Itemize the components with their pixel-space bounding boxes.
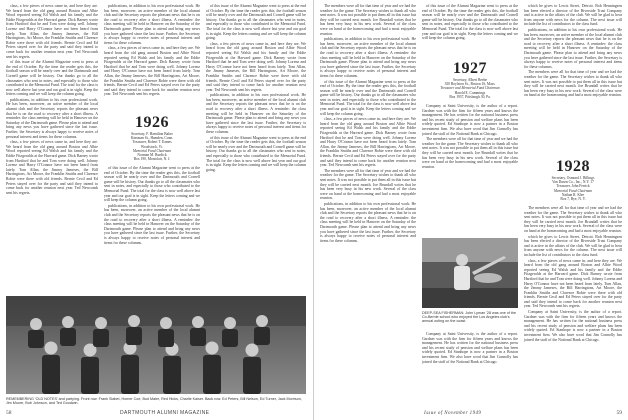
right-col1-text-more-3: class, a few pieces of news came in, and here they are. We heard from the old gang around Boston and Albie Wood reported seeing Ed Walsh and his family and the Eddie Fitzgeralds at the Harvard game. Dick Barney wrote from Hartford that he and Tom were doing well. Johnny Lorenz and Harry O'Connor have not been heard from lately. Tom Allan, the Jimmy Jameses, the Bill Harringtons, Art Moore, the Franklin Smiths and Clarence Robie were there with old friends. Bernie Cecil and Ed Peters stayed over for the party and said they intend to come back for another reunion next year. Ted Newcomb sent his regrets. bbox=[320, 117, 416, 168]
right-col1-text-more: publications, in addition to his own professional work. He has been, moreover, an active member of the local alumni club and the Secretary reports the pleasant news that he is on the road to recovery after a short illness. A reminder: the class meeting will be held in Hanover on the Saturday of the Dartmouth game. Please plan to attend and bring any news you have gathered since the last issue. Further, the Secretary is always happy to receive notes of personal interest and items for these columns. bbox=[320, 37, 416, 78]
left-col1-text: class, a few pieces of news came in, and here they are. We heard from the old gang around Boston and Albie Wood reported seeing Ed Walsh and his family and the Eddie Fitzgeralds at the Harvard game. Dick Barney wrote from Hartford that he and Tom were doing well. Johnny Lorenz and Harry O'Connor have not been heard from lately. Tom Allan, the Jimmy Jameses, the Bill Harringtons, Art Moore, the Franklin Smiths and Clarence Robie were there with old friends. Bernie Cecil and Ed Peters stayed over for the party and said they intend to come back for another reunion next year. Ted Newcomb sent his regrets. bbox=[6, 4, 98, 59]
right-col3-text-more-2: The members were all for that time of year and we had the weather for the game. The Secretary wishes to thank all who sent notes. It was not possible to put them all in this issue but they will be carried next month. Joe Brundall writes that he has been very busy in his new work. Several of the class were on hand at the homecoming and had a most enjoyable reunion. bbox=[524, 70, 622, 98]
right-col2-mid-text-more: The members were all for that time of year and we had the weather for the game. The Secretary wishes to thank all who sent notes. It was not possible to put them all in this issue but they will be carried next month. Joe Brundall writes that he has been very busy in his new work. Several of the class were on hand at the homecoming and had a most enjoyable reunion. bbox=[422, 137, 518, 169]
class-1927-year: 1927 bbox=[453, 60, 487, 77]
class-1928-year: 1928 bbox=[556, 158, 590, 175]
fisherman-photo-image bbox=[422, 238, 518, 308]
right-footer: Issue of November 1949 bbox=[424, 411, 482, 416]
class-1926-secretary-address: Kinsman St., Hamden, Conn. bbox=[130, 136, 174, 141]
class-1927-agent: Treasurer and Memorial Fund Chairman bbox=[440, 86, 500, 91]
right-column-2-top bbox=[422, 4, 518, 56]
right-col3-text: which he gives to Lewis Street, Detroit. Bob Henningsen has been elected a director of the Riverside Trust Company and is active in the affairs of the club. We will be glad to hear from anyone with news for the column. The next issue will include the list of contributors to the class fund. bbox=[524, 4, 622, 27]
right-col2-mid-text: Company at Saint University, is the author of a report. Gardner was with the firm for fifteen years and knows the management. He has written for the national business press and his recent study of pension and welfare plans has been widely quoted. Ed Stanhope is now a partner in a Boston investment firm. We also have word that Jim Connolly has joined the staff of the National Bank at Chicago. bbox=[422, 104, 518, 136]
group-photo-image bbox=[6, 296, 306, 394]
class-1928-agent-address: Box 7, Rye, N. Y. bbox=[560, 197, 586, 202]
left-col1-text-repeat: of this issue of the Alumni Magazine went to press at the end of October. By the time the reader gets this, the football season will be nearly over and the Dartmouth and Cornell game will be history. Our thanks go to all the classmates who sent in notes, and especially to those who contributed to the Memorial Fund. The total for the class is now well above last year and our goal is in sight. Keep the letters coming and we will keep the column going. bbox=[6, 60, 98, 97]
group-photo bbox=[6, 296, 306, 394]
right-column-2-bottom bbox=[422, 332, 518, 402]
right-col1-text-more-5: publications, in addition to his own professional work. He has been, moreover, an active member of the local alumni club and the Secretary reports the pleasant news that he is on the road to recovery after a short illness. A reminder: the class meeting will be held in Hanover on the Saturday of the Dartmouth game. Please plan to attend and bring any news you have gathered since the last issue. Further, the Secretary is always happy to receive notes of personal interest and items for these columns. bbox=[320, 201, 416, 243]
class-1926-treasurer-address: Woodstock, Vt. bbox=[140, 144, 164, 149]
right-column-1 bbox=[320, 4, 416, 404]
right-col1-text-more-4: The members were all for that time of year and we had the weather for the game. The Secretary wishes to thank all who sent notes. It was not possible to put them all in this issue but they will be carried next month. Joe Brundall writes that he has been very busy in his new work. Several of the class were on hand at the homecoming and had a most enjoyable reunion. bbox=[320, 168, 416, 201]
class-1926-agent-address: Box 190, Montclair, N. J. bbox=[133, 157, 171, 162]
right-page-number: 59 bbox=[616, 410, 622, 416]
left-column-2-bottom bbox=[104, 166, 200, 292]
left-column-2-top bbox=[104, 4, 200, 114]
left-col1-text-repeat-2: publications, in addition to his own professional work. He has been, moreover, an active member of the local alumni club and the Secretary reports the pleasant news that he is on the road to recovery after a short illness. A reminder: the class meeting will be held in Hanover on the Saturday of the Dartmouth game. Please plan to attend and bring any news you have gathered since the last issue. Further, the Secretary is always happy to receive notes of personal interest and items for these columns. bbox=[6, 97, 98, 139]
left-col3-text-more-2: publications, in addition to his own professional work. He has been, moreover, an active member of the local alumni club and the Secretary reports the pleasant news that he is on the road to recovery after a short illness. A reminder: the class meeting will be held in Hanover on the Saturday of the Dartmouth game. Please plan to attend and bring any news you have gathered since the last issue. Further, the Secretary is always happy to receive notes of personal interest and items for these columns. bbox=[206, 93, 306, 135]
right-col1-text: The members were all for that time of year and we had the weather for the game. The Secretary wishes to thank all who sent notes. It was not possible to put them all in this issue but they will be carried next month. Joe Brundall writes that he has been very busy in his new work. Several of the class were on hand at the homecoming and had a most enjoyable reunion. bbox=[320, 4, 416, 36]
class-1926-treasurer: Treasurer, Robert T. Eames bbox=[132, 140, 172, 145]
left-col3-text-more-3: of this issue of the Alumni Magazine went to press at the end of October. By the time the reader gets this, the football season will be nearly over and the Dartmouth and Cornell game will be history. Our thanks go to all the classmates who sent in notes, and especially to those who contributed to the Memorial Fund. The total for the class is now well above last year and our goal is in sight. Keep the letters coming and we will keep the column going. bbox=[206, 135, 306, 172]
left-col3-text: of this issue of the Alumni Magazine went to press at the end of October. By the time the reader gets this, the football season will be nearly over and the Dartmouth and Cornell game will be history. Our thanks go to all the classmates who sent in notes, and especially to those who contributed to the Memorial Fund. The total for the class is now well above last year and our goal is in sight. Keep the letters coming and we will keep the column going. bbox=[206, 4, 306, 41]
class-1926-agent-name: Norman M. Burdick bbox=[137, 153, 167, 158]
class-1927-secretary: Secretary, Albert Beebe bbox=[453, 78, 487, 82]
right-col2-bottom-text: Company at Saint University, is the author of a report. Gardner was with the firm for fifteen years and knows the management. He has written for the national business press and his recent study of pension and welfare plans has been widely quoted. Ed Stanhope is now a partner in a Boston investment firm. We also have word that Jim Connolly has joined the staff of the National Bank at Chicago. bbox=[422, 332, 518, 364]
right-column-3-bottom bbox=[524, 206, 622, 402]
fisherman-photo-caption: DEEP-SEA FISHERMAN: John Lyman '28 was one of the Co-Bernie school who enjoyed the Los Angeles club's annual outing on the coast. bbox=[422, 311, 517, 324]
right-col3b-text-more-3: Company at Saint University, is the author of a report. Gardner was with the firm for fifteen years and knows the management. He has written for the national business press and his recent study of pension and welfare plans has been widely quoted. Ed Stanhope is now a partner in a Boston investment firm. We also have word that Jim Connolly has joined the staff of the National Bank at Chicago. bbox=[524, 310, 622, 342]
class-1928-secretary-address: Van Dusen Co., Inc., N.Y. 17 bbox=[552, 180, 594, 185]
fisherman-photo bbox=[422, 238, 518, 308]
class-1928-agent-name: Nathan R. Klee bbox=[561, 192, 585, 197]
left-col2-text-more: class, a few pieces of news came in, and here they are. We heard from the old gang around Boston and Albie Wood reported seeing Ed Walsh and his family and the Eddie Fitzgeralds at the Harvard game. Dick Barney wrote from Hartford that he and Tom were doing well. Johnny Lorenz and Harry O'Connor have not been heard from lately. Tom Allan, the Jimmy Jameses, the Bill Harringtons, Art Moore, the Franklin Smiths and Clarence Robie were there with old friends. Bernie Cecil and Ed Peters stayed over for the party and said they intend to come back for another reunion next year. Ted Newcomb sent his regrets. bbox=[104, 46, 200, 97]
left-col3-text-more: class, a few pieces of news came in, and here they are. We heard from the old gang around Boston and Albie Wood reported seeing Ed Walsh and his family and the Eddie Fitzgeralds at the Harvard game. Dick Barney wrote from Hartford that he and Tom were doing well. Johnny Lorenz and Harry O'Connor have not been heard from lately. Tom Allan, the Jimmy Jameses, the Bill Harringtons, Art Moore, the Franklin Smiths and Clarence Robie were there with old friends. Bernie Cecil and Ed Peters stayed over for the party and said they intend to come back for another reunion next year. Ted Newcomb sent his regrets. bbox=[206, 41, 306, 92]
left-column-3 bbox=[206, 4, 306, 294]
left-col2b-text: of this issue of the Alumni Magazine went to press at the end of October. By the time the reader gets this, the football season will be nearly over and the Dartmouth and Cornell game will be history. Our thanks go to all the classmates who sent in notes, and especially to those who contributed to the Memorial Fund. The total for the class is now well above last year and our goal is in sight. Keep the letters coming and we will keep the column going. bbox=[104, 166, 200, 203]
class-1927-header bbox=[422, 60, 518, 99]
class-1926-agent: Memorial Fund Chairman bbox=[132, 148, 172, 153]
class-1928-header bbox=[524, 158, 622, 201]
class-1927-agent-name: Harold E. Cummings bbox=[454, 90, 486, 95]
right-column-3-top bbox=[524, 4, 622, 154]
class-1928-treasurer: Treasurer, John Ferrick bbox=[556, 184, 590, 189]
left-page-number: 58 bbox=[6, 410, 12, 416]
class-1927-agent-address: Box 1937, Pittsburgh 30, Pa. bbox=[449, 94, 491, 99]
left-col1-text-repeat-3: class, a few pieces of news came in, and here they are. We heard from the old gang around Boston and Albie Wood reported seeing Ed Walsh and his family and the Eddie Fitzgeralds at the Harvard game. Dick Barney wrote from Hartford that he and Tom were doing well. Johnny Lorenz and Harry O'Connor have not been heard from lately. Tom Allan, the Jimmy Jameses, the Bill Harringtons, Art Moore, the Franklin Smiths and Clarence Robie were there with old friends. Bernie Cecil and Ed Peters stayed over for the party and said they intend to come back for another reunion next year. Ted Newcomb sent his regrets. bbox=[6, 140, 98, 195]
left-col2b-text-more: publications, in addition to his own professional work. He has been, moreover, an active member of the local alumni club and the Secretary reports the pleasant news that he is on the road to recovery after a short illness. A reminder: the class meeting will be held in Hanover on the Saturday of the Dartmouth game. Please plan to attend and bring any news you have gathered since the last issue. Further, the Secretary is always happy to receive notes of personal interest and items for these columns. bbox=[104, 203, 200, 245]
left-footer: DARTMOUTH ALUMNI MAGAZINE bbox=[120, 410, 210, 416]
right-column-2-mid bbox=[422, 104, 518, 234]
group-photo-caption: REMEMBERING 'OLD NOTES' and partying. Front row: Frank Slabet, Homer Coe, Bud Maier, Red Hicks, Charlie Kaiser. Back row: Ed Peters, Bill Nelson, Ed Turner, Jack Morrison, Jim Moore, Bob Johnson, and Ted Goodwin. bbox=[6, 397, 302, 406]
left-column-1 bbox=[6, 4, 98, 294]
right-col3b-text-more-2: class, a few pieces of news came in, and here they are. We heard from the old gang around Boston and Albie Wood reported seeing Ed Walsh and his family and the Eddie Fitzgeralds at the Harvard game. Dick Barney wrote from Hartford that he and Tom were doing well. Johnny Lorenz and Harry O'Connor have not been heard from lately. Tom Allan, the Jimmy Jameses, the Bill Harringtons, Art Moore, the Franklin Smiths and Clarence Robie were there with old friends. Bernie Cecil and Ed Peters stayed over for the party and said they intend to come back for another reunion next year. Ted Newcomb sent his regrets. bbox=[524, 258, 622, 309]
class-1928-secretary: Secretary, Osmond J. Billings bbox=[551, 176, 595, 180]
class-1926-year: 1926 bbox=[135, 114, 169, 131]
right-col3b-text-more: which he gives to Lewis Street, Detroit. Bob Henningsen has been elected a director of the Riverside Trust Company and is active in the affairs of the club. We will be glad to hear from anyone with news for the column. The next issue will include the list of contributors to the class fund. bbox=[524, 234, 622, 257]
class-1927-secretary-address: 350 Boylston St., Boston 16, Mass. bbox=[444, 82, 496, 87]
right-col2-top-text: of this issue of the Alumni Magazine went to press at the end of October. By the time the reader gets this, the football season will be nearly over and the Dartmouth and Cornell game will be history. Our thanks go to all the classmates who sent in notes, and especially to those who contributed to the Memorial Fund. The total for the class is now well above last year and our goal is in sight. Keep the letters coming and we will keep the column going. bbox=[422, 4, 518, 41]
class-1926-secretary: Secretary, F. Hamilton Baker bbox=[131, 132, 173, 136]
right-col3b-text: The members were all for that time of year and we had the weather for the game. The Secretary wishes to thank all who sent notes. It was not possible to put them all in this issue but they will be carried next month. Joe Brundall writes that he has been very busy in his new work. Several of the class were on hand at the homecoming and had a most enjoyable reunion. bbox=[524, 206, 622, 233]
right-page bbox=[314, 0, 628, 420]
class-1926-header bbox=[104, 114, 200, 161]
right-col1-text-more-2: of this issue of the Alumni Magazine went to press at the end of October. By the time the reader gets this, the football season will be nearly over and the Dartmouth and Cornell game will be history. Our thanks go to all the classmates who sent in notes, and especially to those who contributed to the Memorial Fund. The total for the class is now well above last year and our goal is in sight. Keep the letters coming and we will keep the column going. bbox=[320, 79, 416, 116]
left-col2-text: publications, in addition to his own professional work. He has been, moreover, an active member of the local alumni club and the Secretary reports the pleasant news that he is on the road to recovery after a short illness. A reminder: the class meeting will be held in Hanover on the Saturday of the Dartmouth game. Please plan to attend and bring any news you have gathered since the last issue. Further, the Secretary is always happy to receive notes of personal interest and items for these columns. bbox=[104, 4, 200, 45]
right-col3-text-more: publications, in addition to his own professional work. He has been, moreover, an active member of the local alumni club and the Secretary reports the pleasant news that he is on the road to recovery after a short illness. A reminder: the class meeting will be held in Hanover on the Saturday of the Dartmouth game. Please plan to attend and bring any news you have gathered since the last issue. Further, the Secretary is always happy to receive notes of personal interest and items for these columns. bbox=[524, 27, 622, 69]
class-1928-agent: Memorial Fund Chairman bbox=[553, 188, 593, 193]
